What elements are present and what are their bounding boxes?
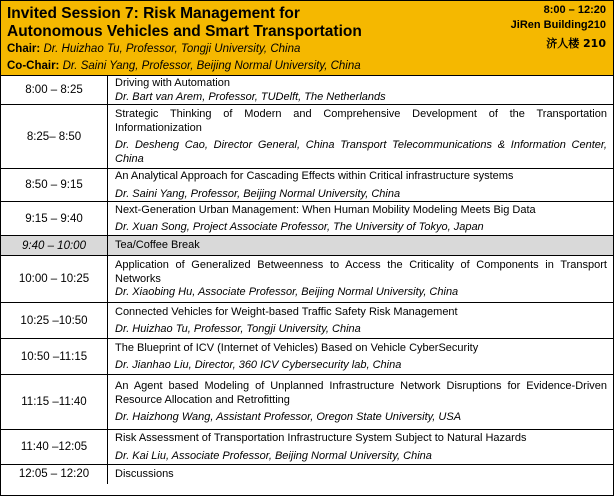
session-time: 8:00 – 12:20 — [543, 4, 606, 16]
session-venue: JiRen Building210 — [510, 19, 606, 31]
talk-title: An Analytical Approach for Cascading Effects within Critical infrastructure systems — [115, 170, 514, 182]
chair-person: Dr. Huizhao Tu, Professor, Tongji University, China — [43, 43, 301, 55]
talk-title: Discussions — [115, 468, 174, 480]
talk-speaker: Dr. Desheng Cao, Director General, China Transport Telecommunications & Information Center, China — [115, 139, 607, 165]
cochair-person: Dr. Saini Yang, Professor, Beijing Normal University, China — [62, 60, 361, 72]
time-cell: 10:25 –10:50 — [1, 303, 108, 339]
time-cell: 10:00 – 10:25 — [1, 256, 108, 303]
talk-title: Connected Vehicles for Weight-based Traffic Safety Risk Management — [115, 305, 458, 318]
table-row — [1, 169, 613, 202]
talk-cell — [108, 256, 614, 303]
talk-title: An Agent based Modeling of Unplanned Infrastructure Network Disruptions for Evidence-Driven Resource Allocation and Retrofitting — [115, 380, 607, 406]
table-row-break — [1, 236, 613, 256]
talk-cell — [108, 465, 614, 484]
table-row — [1, 375, 613, 430]
session-title — [7, 5, 487, 41]
time-cell: 8:25– 8:50 — [1, 105, 108, 169]
talk-speaker: Dr. Huizhao Tu, Professor, Tongji University, China — [115, 323, 361, 335]
talk-title: Next-Generation Urban Management: When Human Mobility Modeling Meets Big Data — [115, 203, 536, 216]
talk-cell — [108, 169, 614, 202]
talk-cell — [108, 202, 614, 236]
talk-cell — [108, 76, 614, 105]
talk-speaker: Dr. Haizhong Wang, Assistant Professor, Oregon State University, USA — [115, 411, 462, 424]
session-header — [1, 1, 613, 76]
talk-title: Driving with Automation — [115, 77, 230, 89]
table-row — [1, 202, 613, 236]
session-title-line2: Autonomous Vehicles and Smart Transportation — [7, 23, 362, 40]
table-row — [1, 465, 613, 484]
talk-cell — [108, 430, 614, 465]
time-cell: 11:15 –11:40 — [1, 375, 108, 430]
cochair-label: Co-Chair: — [7, 60, 60, 72]
cochair-line — [7, 59, 361, 73]
time-cell: 9:15 – 9:40 — [1, 202, 108, 236]
chair-line — [7, 42, 300, 56]
talk-title: The Blueprint of ICV (Internet of Vehicles) Based on Vehicle CyberSecurity — [115, 341, 479, 354]
table-row — [1, 256, 613, 303]
table-row — [1, 105, 613, 169]
time-cell: 10:50 –11:15 — [1, 339, 108, 375]
table-row — [1, 303, 613, 339]
talk-speaker: Dr. Jianhao Liu, Director, 360 ICV Cybersecurity lab, China — [115, 359, 402, 371]
schedule-table — [1, 76, 613, 484]
talk-speaker: Dr. Xuan Song, Project Associate Professor, The University of Tokyo, Japan — [115, 221, 484, 233]
talk-title: Risk Assessment of Transportation Infrastructure System Subject to Natural Hazards — [115, 432, 527, 444]
talk-speaker: Dr. Saini Yang, Professor, Beijing Normal University, China — [115, 187, 401, 200]
time-cell: 11:40 –12:05 — [1, 430, 108, 465]
time-cell: 12:05 – 12:20 — [1, 465, 108, 484]
time-cell: 8:00 – 8:25 — [1, 76, 108, 105]
talk-speaker: Dr. Xiaobing Hu, Associate Professor, Beijing Normal University, China — [115, 286, 459, 299]
talk-cell — [108, 339, 614, 375]
talk-cell — [108, 303, 614, 339]
break-label: Tea/Coffee Break — [115, 239, 200, 252]
talk-title: Application of Generalized Betweenness to Access the Criticality of Components in Transport Networks — [115, 259, 607, 285]
session-time-venue — [511, 3, 606, 51]
table-row — [1, 430, 613, 465]
time-cell: 9:40 – 10:00 — [1, 236, 108, 256]
talk-speaker: Dr. Kai Liu, Associate Professor, Beijing Normal University, China — [115, 449, 432, 462]
talk-cell — [108, 236, 614, 256]
table-row — [1, 339, 613, 375]
talk-title: Strategic Thinking of Modern and Comprehensive Development of the Transportation Informationization — [115, 108, 607, 134]
talk-speaker: Dr. Bart van Arem, Professor, TUDelft, The Netherlands — [115, 90, 386, 103]
session-title-line1: Invited Session 7: Risk Management for — [7, 5, 300, 22]
talk-cell — [108, 105, 614, 169]
talk-cell — [108, 375, 614, 430]
table-row — [1, 76, 613, 105]
chair-label: Chair: — [7, 43, 41, 55]
time-cell: 8:50 – 9:15 — [1, 169, 108, 202]
session-venue-chinese: 济人楼 210 — [546, 37, 606, 50]
